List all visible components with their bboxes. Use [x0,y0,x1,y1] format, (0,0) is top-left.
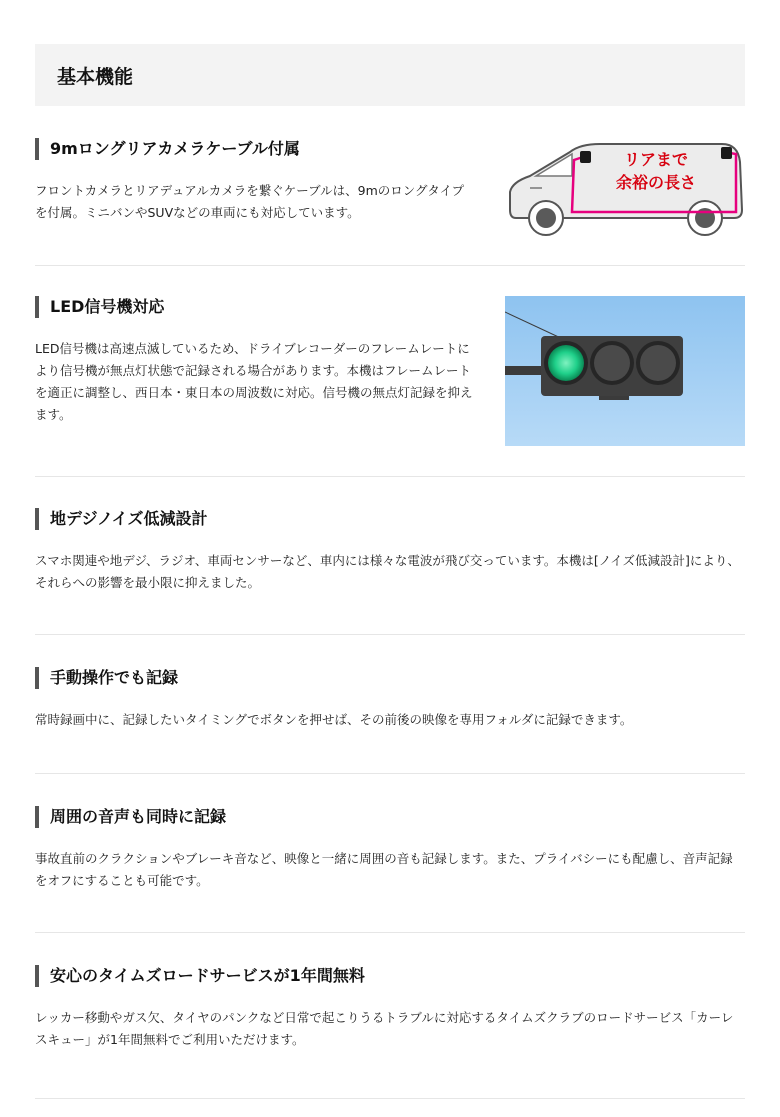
feature-title: 周囲の音声も同時に記録 [35,806,745,828]
rear-camera-icon [721,147,732,159]
feature-manual-record [35,667,745,731]
van-label-line2: 余裕の長さ [615,173,697,192]
feature-title: 手動操作でも記録 [35,667,745,689]
feature-description: 事故直前のクラクションやブレーキ音など、映像と一緒に周囲の音も記録します。また、プライバシーにも配慮し、音声記録をオフにすることも可能です。 [35,851,733,888]
feature-description: スマホ関連や地デジ、ラジオ、車両センサーなど、車内には様々な電波が飛び交っています。本機は[ノイズ低減設計]により、それらへの影響を最小限に抑えました。 [35,553,740,590]
feature-description: LED信号機は高速点滅しているため、ドライブレコーダーのフレームレートにより信号機が無点灯状態で記録される場合があります。本機はフレームレートを適正に調整し、西日本・東日本の周波数に対応。信号機の無点灯記録を抑えます。 [35,341,473,422]
feature-description: レッカー移動やガス欠、タイヤのパンクなど日常で起こりうるトラブルに対応するタイムズクラブのロードサービス「カーレスキュー」が1年間無料でご利用いただけます。 [35,1010,734,1047]
section-header [35,44,745,106]
feature-title: 安心のタイムズロードサービスが1年間無料 [35,965,745,987]
feature-title: 9mロングリアカメラケーブル付属 [35,138,475,160]
divider [35,773,745,774]
minivan-illustration [500,132,745,240]
feature-audio-record [35,806,745,892]
feature-noise-reduction [35,508,745,594]
feature-road-service [35,965,745,1051]
front-camera-icon [580,151,591,163]
feature-led-signal [35,296,475,426]
divider [35,932,745,933]
van-label-line1: リアまで [623,150,689,169]
feature-description: 常時録画中に、記録したいタイミングでボタンを押せば、その前後の映像を専用フォルダに記録できます。 [35,712,633,727]
traffic-light-photo [505,296,745,446]
divider [35,1098,745,1099]
divider [35,265,745,266]
feature-rear-cable [35,138,475,224]
divider [35,476,745,477]
section-title: 基本機能 [57,65,134,88]
feature-title: LED信号機対応 [35,296,475,318]
green-signal-lamp [548,345,584,381]
feature-title: 地デジノイズ低減設計 [35,508,745,530]
feature-description: フロントカメラとリアデュアルカメラを繋ぐケーブルは、9mのロングタイプを付属。ミニバンやSUVなどの車両にも対応しています。 [35,183,465,220]
divider [35,634,745,635]
